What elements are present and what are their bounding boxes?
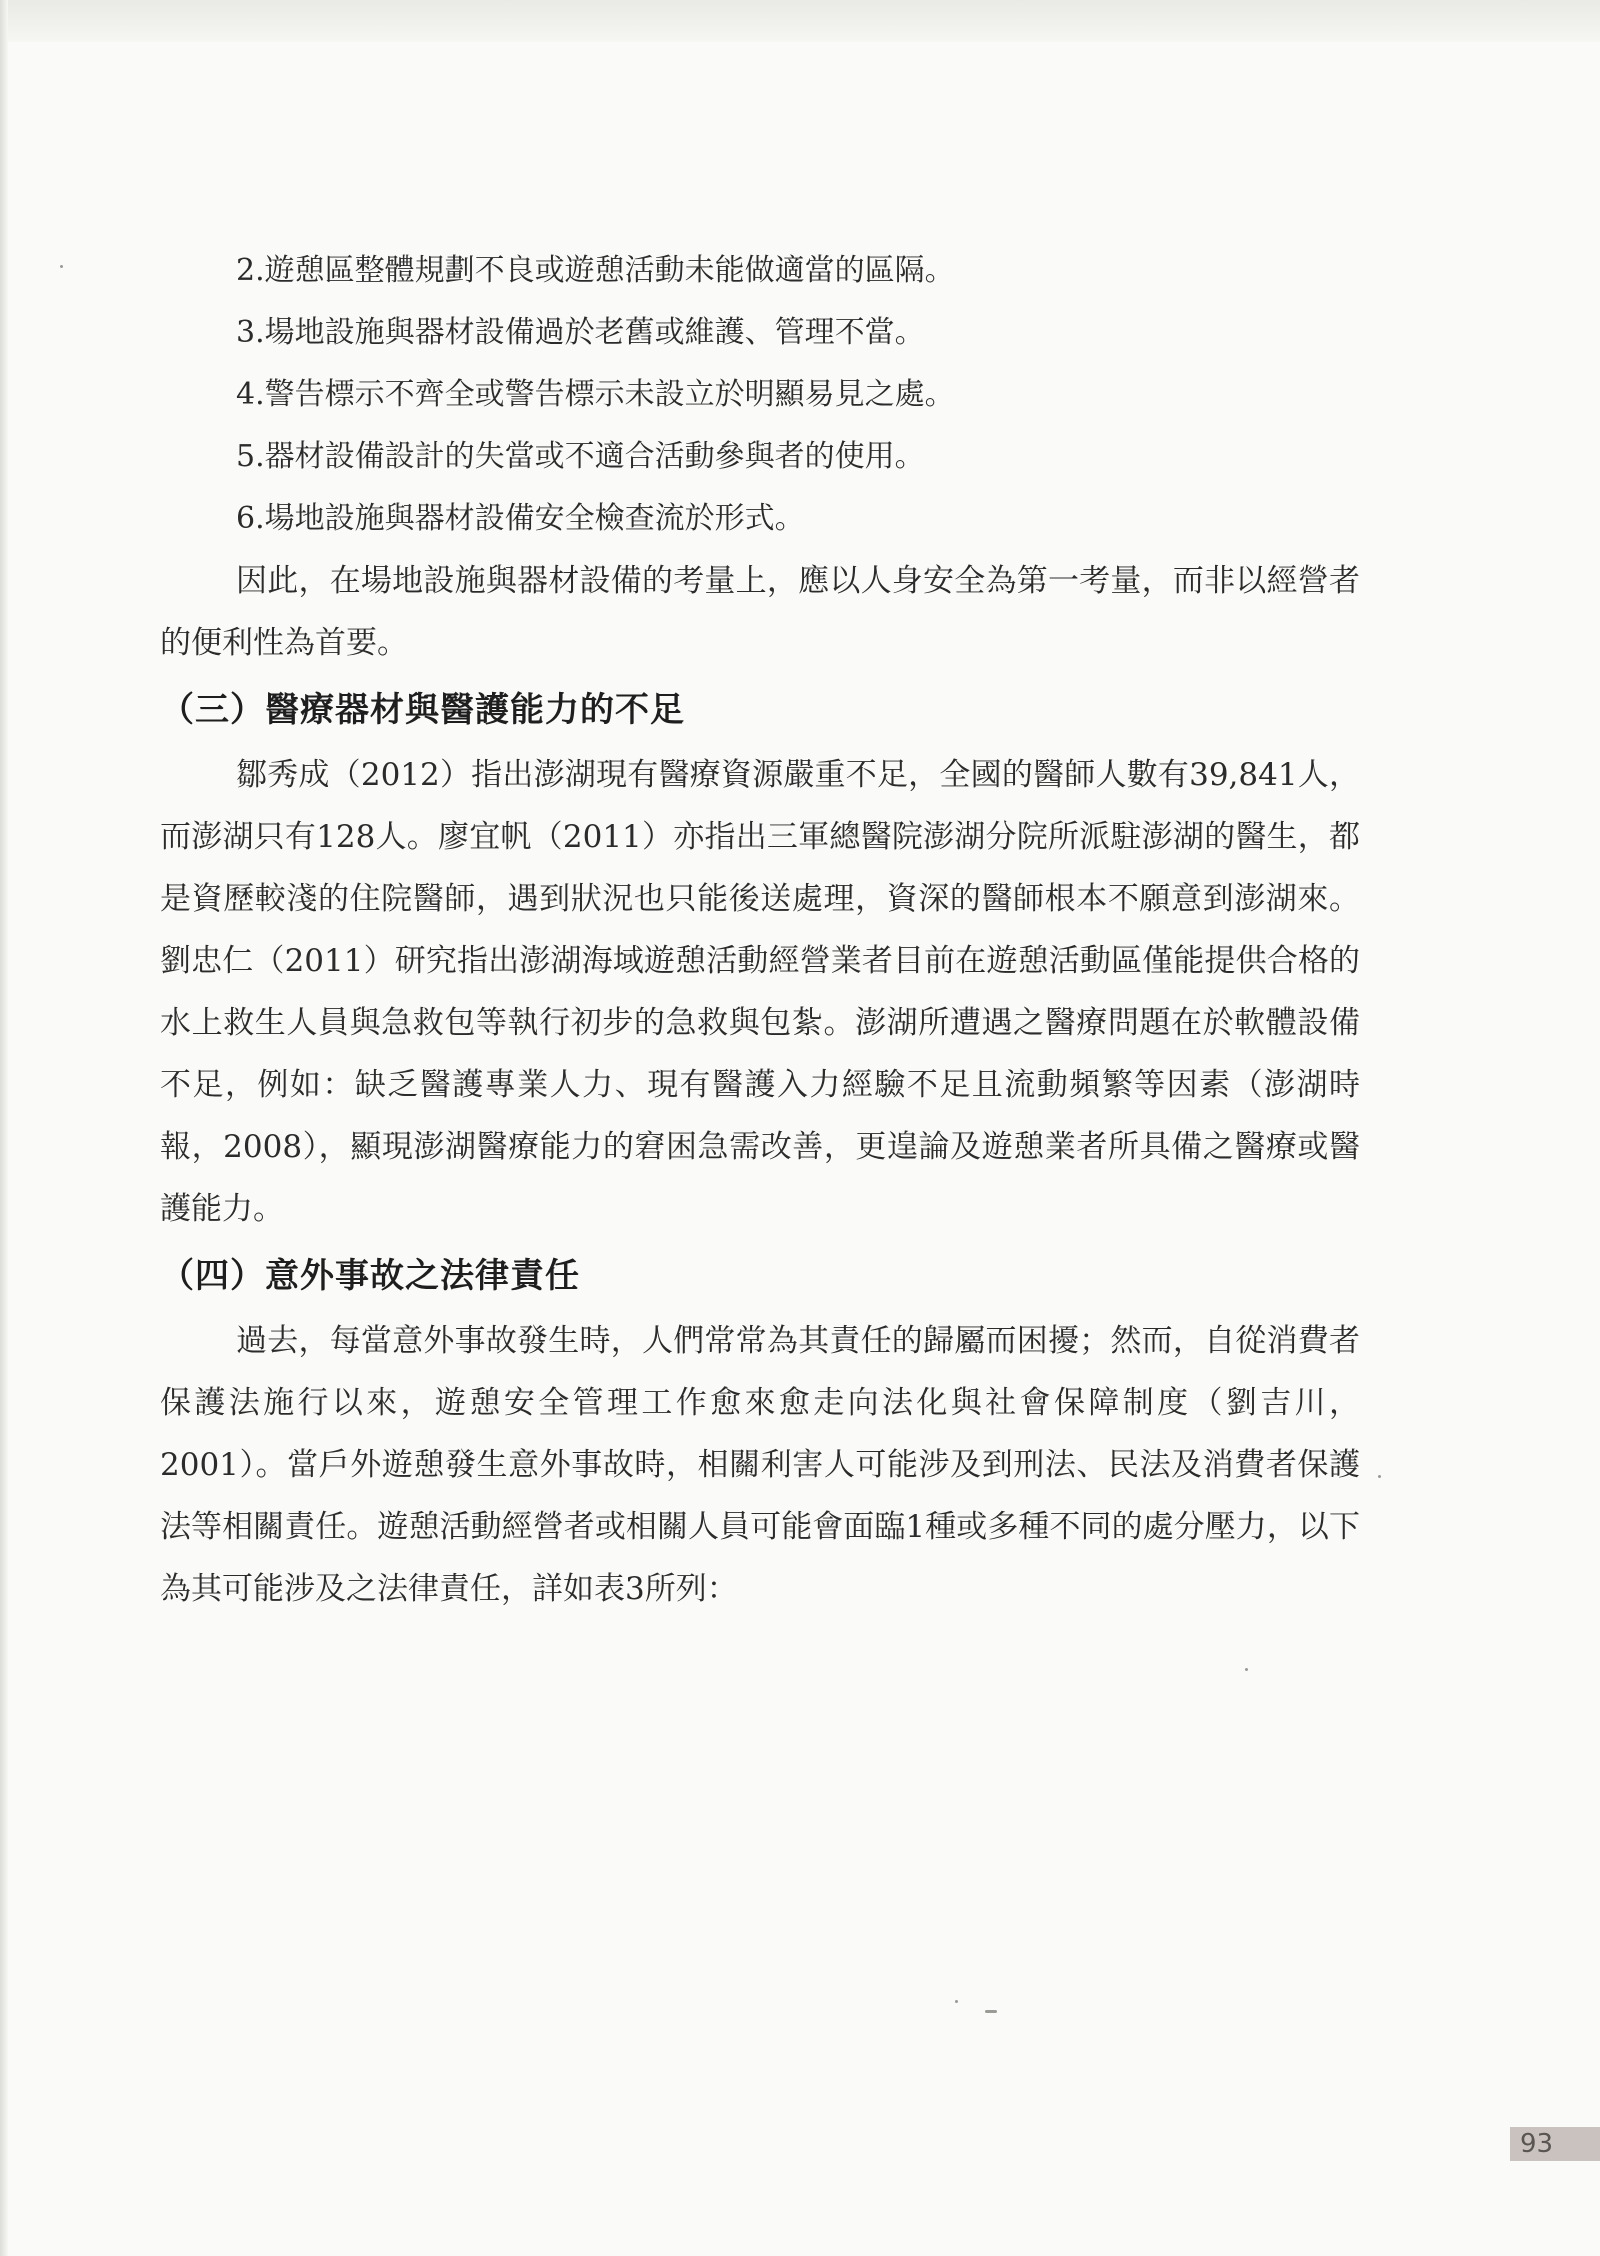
scan-top-band <box>0 0 1600 42</box>
list-item: 4.警告標示不齊全或警告標示未設立於明顯易見之處。 <box>236 377 955 412</box>
scan-speck <box>1245 1668 1248 1671</box>
paragraph-safety-priority: 因此，在場地設施與器材設備的考量上，應以人身安全為第一考量，而非以經營者的便利性為首要。 <box>160 563 1360 661</box>
paragraph-medical: 鄒秀成（2012）指出澎湖現有醫療資源嚴重不足，全國的醫師人數有39,841人，而澎湖只有128人。廖宜帆（2011）亦指出三軍總醫院澎湖分院所派駐澎湖的醫生，都是資歷較淺的住院醫師，遇到狀況也只能後送處理，資深的醫師根本不願意到澎湖來。劉忠仁（2011）研究指出澎湖海域遊憩活動經營業者目前在遊憩活動區僅能提供合格的水上救生人員與急救包等執行初步的急救與包紮。澎湖所遭遇之醫療問題在於軟體設備不足，例如：缺乏醫護專業人力、現有醫護入力經驗不足且流動頻繁等因素（澎湖時報，2008），顯現澎湖醫療能力的窘困急需改善，更遑論及遊憩業者所具備之醫療或醫護能力。 <box>160 757 1360 1227</box>
scan-speck <box>985 2010 997 2013</box>
scan-left-edge <box>0 0 8 2256</box>
list-item: 2.遊憩區整體規劃不良或遊憩活動未能做適當的區隔。 <box>236 253 955 288</box>
list-item: 3.場地設施與器材設備過於老舊或維護、管理不當。 <box>236 315 925 350</box>
section-heading-medical: （三）醫療器材與醫護能力的不足 <box>160 690 685 730</box>
scan-speck <box>1378 1475 1381 1478</box>
page-number: 93 <box>1510 2127 1600 2161</box>
list-item: 5.器材設備設計的失當或不適合活動參與者的使用。 <box>236 439 925 474</box>
paragraph-legal: 過去，每當意外事故發生時，人們常常為其責任的歸屬而困擾；然而，自從消費者保護法施行以來，遊憩安全管理工作愈來愈走向法化與社會保障制度（劉吉川，2001）。當戶外遊憩發生意外事故時，相關利害人可能涉及到刑法、民法及消費者保護法等相關責任。遊憩活動經營者或相關人員可能會面臨1種或多種不同的處分壓力，以下為其可能涉及之法律責任，詳如表3所列： <box>160 1323 1360 1607</box>
section-heading-legal: （四）意外事故之法律責任 <box>160 1256 580 1296</box>
list-item: 6.場地設施與器材設備安全檢查流於形式。 <box>236 501 805 536</box>
scan-speck <box>955 2000 958 2003</box>
scan-speck <box>60 265 63 268</box>
document-body <box>160 240 1360 1620</box>
